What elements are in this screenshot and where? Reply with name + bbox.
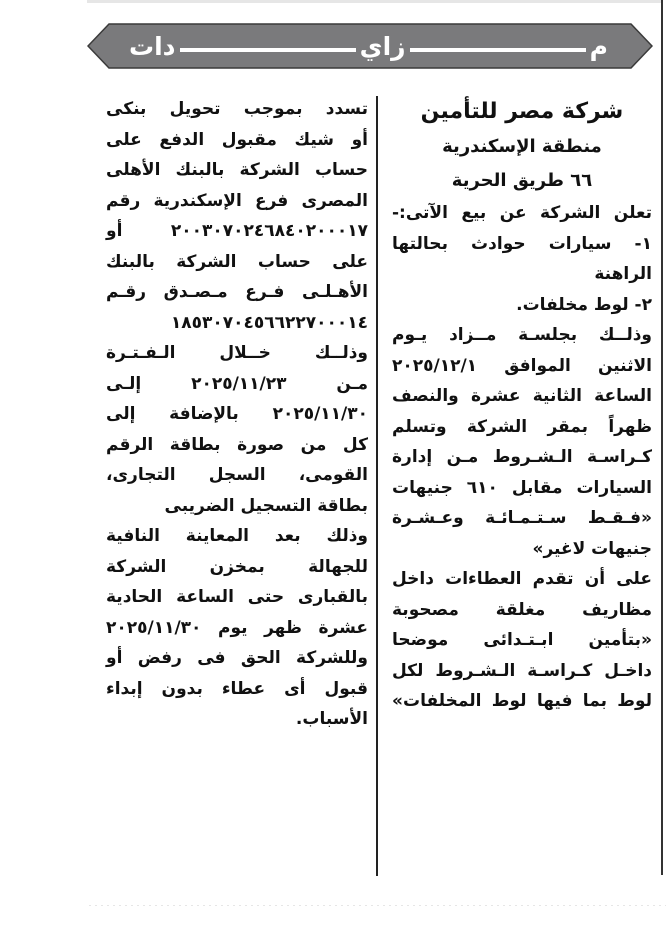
body-line: «فـقـط سـتـمـائـة وعـشـرة	[392, 508, 652, 528]
body-line: أو شيك مقبول الدفع على	[106, 129, 368, 150]
body-line: عشرة ظهر يوم ٢٠٢٥/١١/٣٠	[106, 617, 368, 638]
diamond-border-rule	[87, 898, 666, 906]
body-line: على أن تقدم العطاءات داخل	[392, 569, 652, 589]
body-line: الراهنة	[594, 264, 652, 284]
banner-title-last: دات	[128, 31, 176, 61]
body-line: على حساب الشركة بالبنك	[106, 251, 368, 272]
body-line: تسدد بموجب تحويل بنكى	[106, 99, 368, 119]
banner-title-first: م	[589, 31, 608, 61]
body-line: بطاقة التسجيل الضريبى	[164, 495, 368, 516]
body-line: وللشركة الحق فى رفض أو	[106, 648, 368, 668]
body-line: الأهـلـى فـرع مـصـدق رقـم	[106, 282, 368, 302]
body-line: ٢- لوط مخلفات.	[516, 294, 652, 315]
body-line: ١- سيارات حوادث بحالتها	[392, 233, 652, 254]
body-line: بالقبارى حتى الساعة الحادية	[106, 587, 368, 607]
body-line: للجهالة بمخزن الشركة	[106, 556, 368, 577]
body-line: لوط بما فيها لوط المخلفات»	[392, 691, 652, 711]
region-name: منطقة الإسكندرية	[442, 136, 602, 157]
diamond-pattern	[87, 905, 666, 906]
body-line: القومى، السجل التجارى،	[106, 465, 368, 485]
body-line: ظهراً بمقر الشركة وتسلم	[392, 416, 652, 437]
column-divider	[376, 96, 378, 876]
body-line: داخـل كـراسـة الـشـروط لكل	[392, 660, 652, 681]
body-line: مظاريف مغلقة مصحوبة	[392, 599, 652, 620]
body-line: كل من صورة بطاقة الرقم	[106, 434, 368, 455]
body-line: الأسباب.	[295, 709, 368, 729]
body-line: كـراسـة الـشـروط مـن إدارة	[392, 447, 652, 467]
body-line: السيارات مقابل ٦١٠ جنيهات	[392, 477, 652, 498]
body-line: المصرى فرع الإسكندرية رقم	[106, 190, 368, 211]
banner-kashida	[410, 48, 586, 52]
address: ٦٦ طريق الحرية	[451, 170, 593, 191]
section-banner	[87, 23, 653, 69]
body-line: جنيهات لاغير»	[532, 538, 652, 559]
right-border-rule	[661, 0, 663, 875]
body-line: تعلن الشركة عن بيع الآتى:-	[392, 203, 652, 223]
banner-title	[87, 23, 653, 69]
left-column	[106, 94, 368, 735]
body-line: الساعة الثانية عشرة والنصف	[392, 386, 652, 406]
body-line: حساب الشركة بالبنك الأهلى	[106, 160, 368, 180]
company-name: شركة مصر للتأمين	[420, 99, 624, 124]
top-rule	[87, 0, 662, 3]
body-line: ٢٠٢٥/١١/٣٠ بالإضافة إلى	[106, 404, 368, 424]
body-line: وذلــك بجلسـة مــزاد يـوم	[392, 325, 652, 345]
bank-account-line: ١٨٥٣٠٧٠٤٥٦٦٢٢٧٠٠٠١٤	[170, 312, 368, 333]
bank-account-line: ٢٠٠٣٠٧٠٢٤٦٨٤٠٢٠٠٠١٧ أو	[106, 221, 368, 241]
body-line: «بتأمين ابـتـدائى موضحا	[392, 630, 652, 650]
body-line: وذلك بعد المعاينة النافية	[106, 526, 368, 546]
banner-kashida	[180, 48, 356, 52]
right-column	[392, 94, 652, 717]
banner-title-middle: زاي	[359, 31, 406, 61]
body-line: الاثنين الموافق ٢٠٢٥/١٢/١	[392, 355, 652, 376]
body-line: قبول أى عطاء بدون إبداء	[106, 678, 368, 699]
body-line: وذلــك خــلال الـفـتـرة	[106, 343, 368, 363]
date-range-line: مـن ٢٠٢٥/١١/٢٣ إلـى	[106, 373, 368, 394]
